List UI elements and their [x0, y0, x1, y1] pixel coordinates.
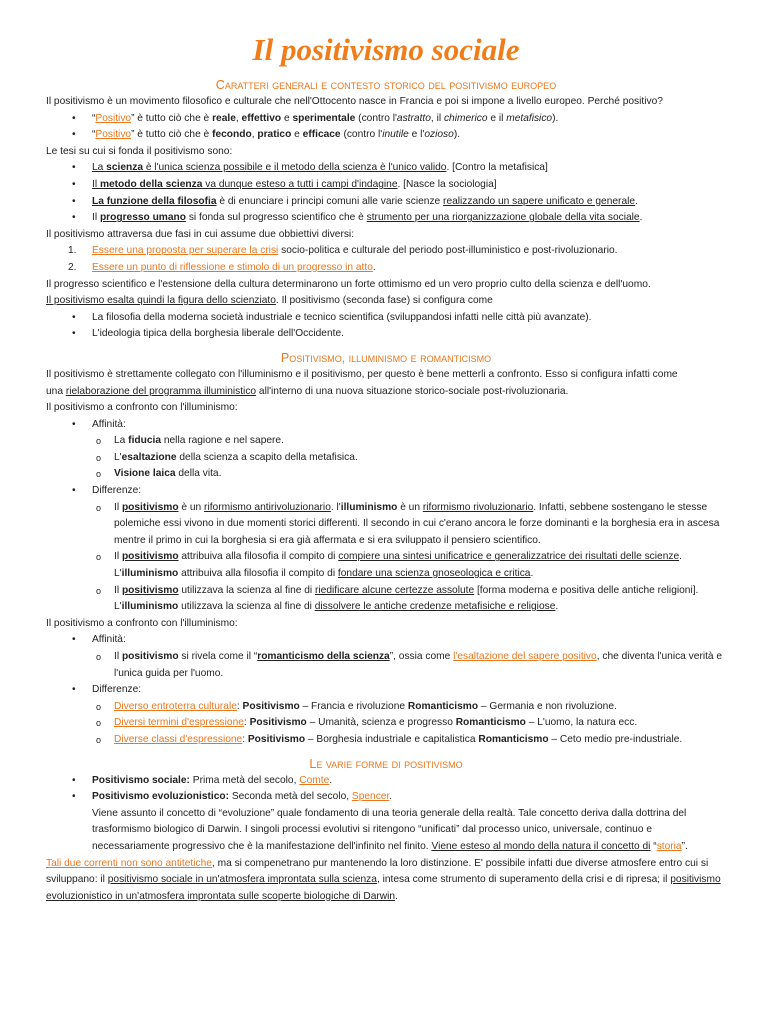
bullet-marker: •	[72, 774, 76, 786]
highlight-term: Essere un punto di riflessione e stimolo di un progresso in atto	[92, 261, 373, 273]
comparison-intro: Il positivismo a confronto con l'illuminismo:	[46, 402, 238, 414]
highlight-term: Essere una proposta per superare la crisi	[92, 245, 279, 257]
configura-list	[46, 310, 726, 343]
list-item: o Il positivismo utilizzava la scienza al fine di riedificare alcune certezze assolute [forma moderna e positiva delle antiche religioni]. L'illuminismo utilizzava la scienza al fine di dissolvere le antiche credenze metafisiche e religiose.	[96, 584, 699, 613]
circle-marker: o	[96, 502, 102, 513]
highlight-term: Diversi termini d'espressione	[114, 717, 244, 729]
bullet-marker: •	[72, 195, 76, 207]
positivo-list	[46, 111, 726, 144]
bullet-marker: •	[72, 178, 76, 190]
document-page	[46, 30, 726, 905]
comparison-list	[46, 632, 726, 748]
circle-marker: o	[96, 552, 102, 563]
bullet-marker: •	[72, 311, 76, 323]
list-item: o Diverso entroterra culturale: Positivismo – Francia e rivoluzione Romanticismo – Germania e non rivoluzione.	[46, 699, 726, 716]
list-item: o Il positivismo è un riformismo antirivoluzionario. l'illuminismo è un riformismo rivoluzionario. Infatti, sebbene sostengano le stesse polemiche essi vivono in due momenti storici differenti. Il secondo in cui c'erano ancora le forze dominanti e la borghesia era in ascesa mentre il primo in cui la borghesia si era già affermata e si era sviluppato il pensiero scientifico.	[96, 501, 720, 546]
list-item: o L'esaltazione della scienza a scapito della metafisica.	[46, 450, 726, 467]
circle-marker: o	[96, 718, 102, 729]
bullet-marker: •	[72, 328, 76, 340]
intro-paragraph: Il positivismo è un movimento filosofico e culturale che nell'Ottocento nasce in Francia e poi si impone a livello europeo. Perché positivo?	[46, 96, 663, 107]
highlight-term: Spencer	[351, 791, 390, 803]
list-item: o Il positivismo si rivela come il “romanticismo della scienza”, ossia come l'esaltazione del sapere positivo, che diventa l'unica verità e l'unica guida per l'uomo.	[96, 651, 723, 679]
section-heading-caratteri: Caratteri generali e contesto storico del positivismo europeo	[215, 78, 557, 92]
comparison-intro: Il positivismo a confronto con l'illuminismo:	[46, 617, 238, 629]
page-title: Il positivismo sociale	[252, 32, 520, 67]
list-item: 1. Essere una proposta per superare la crisi socio-politica e culturale del periodo post-illuministico e post-rivoluzionario.	[46, 243, 726, 260]
circle-marker: o	[96, 652, 102, 662]
list-item: o Il positivismo attribuiva alla filosofia il compito di compiere una sintesi unificatrice e generalizzatrice dei risultati delle scienze. L'illuminismo attribuiva alla filosofia il compito di fondare una scienza gnoseologica e critica.	[96, 551, 682, 580]
highlight-term: l'esaltazione del sapere positivo	[453, 651, 597, 662]
list-item: o Diversi termini d'espressione: Positivismo – Umanità, scienza e progresso Romanticismo – L'uomo, la natura ecc.	[46, 715, 726, 732]
list-item: • Positivismo sociale: Prima metà del secolo, Comte.	[46, 773, 726, 790]
bullet-marker: •	[72, 212, 76, 224]
circle-marker: o	[96, 452, 102, 463]
highlight-term: Diverse classi d'espressione	[114, 733, 243, 745]
highlight-term: Positivo	[95, 129, 132, 141]
list-item: o La fiducia nella ragione e nel sapere.	[46, 433, 726, 450]
paragraph: Il positivismo è strettamente collegato con l'illuminismo e il positivismo, per questo è bene metterli a confronto. Esso si configura infatti come	[46, 368, 678, 380]
paragraph: Tali due correnti non sono antitetiche, ma si compenetrano pur mantenendo la loro distinzione. E' possibile infatti due diverse atmosfere entro cui si sviluppano: il positivismo sociale in un'atmosfera improntata sulla scienza, intesa come strumento di superamento della crisi e di ripresa; il positivismo evoluzionistico in un'atmosfera improntata sulle scoperte biologiche di Darwin.	[46, 857, 721, 902]
highlight-term: Tali due correnti non sono antitetiche	[46, 857, 212, 869]
circle-marker: o	[96, 701, 102, 712]
list-item: • La scienza è l'unica scienza possibile e il metodo della scienza è l'unico valido. [Contro la metafisica]	[46, 160, 726, 177]
highlight-term: Comte	[299, 774, 330, 786]
section-heading-confronto: Positivismo, illuminismo e romanticismo	[280, 350, 492, 365]
bullet-marker: •	[72, 684, 76, 696]
list-item: • Il progresso umano si fonda sul progresso scientifico che è strumento per una riorganizzazione globale della vita sociale.	[46, 210, 726, 227]
list-item: • La funzione della filosofia è di enunciare i principi comuni alle varie scienze realizzando un sapere unificato e generale.	[46, 194, 726, 211]
section-heading-forme: Le varie forme di positivismo	[309, 756, 463, 771]
forme-list	[46, 773, 726, 806]
list-item: • Differenze:	[46, 682, 726, 699]
circle-marker: o	[96, 469, 102, 480]
list-item: 2. Essere un punto di riflessione e stimolo di un progresso in atto.	[46, 260, 726, 277]
tesi-intro: Le tesi su cui si fonda il positivismo sono:	[46, 145, 233, 157]
highlight-term: Diverso entroterra culturale	[114, 700, 237, 712]
comparison-list	[46, 417, 726, 616]
list-item: • L'ideologia tipica della borghesia liberale dell'Occidente.	[46, 326, 726, 343]
bullet-marker: •	[72, 485, 76, 497]
tesi-list	[46, 160, 726, 226]
bullet-marker: •	[72, 129, 76, 141]
list-item: o Diverse classi d'espressione: Positivismo – Borghesia industriale e capitalistica Romanticismo – Ceto medio pre-industriale.	[46, 732, 726, 749]
fasi-list	[46, 243, 726, 276]
circle-marker: o	[96, 734, 102, 745]
bullet-marker: •	[72, 162, 76, 174]
paragraph: una rielaborazione del programma illuministico all'interno di una nuova situazione storico-sociale post-rivoluzionaria.	[46, 385, 569, 397]
bullet-marker: •	[72, 634, 76, 646]
list-item: • Affinità:	[46, 417, 726, 434]
paragraph: Viene assunto il concetto di “evoluzione” quale fondamento di una teoria generale della realtà. Tale concetto deriva dalla dottrina del trasformismo biologico di Darwin. I singoli processi evolutivi si ritengono “unificati” dal processo unico, universale, continuo e necessariamente progressivo che è la manifestazione dell'infinito nel finito. Viene esteso al mondo della natura il concetto di “storia”.	[92, 807, 688, 852]
list-item: o Visione laica della vita.	[46, 466, 726, 483]
list-item: • La filosofia della moderna società industriale e tecnico scientifica (sviluppandosi infatti nelle città più avanzate).	[46, 310, 726, 327]
bullet-marker: •	[72, 112, 76, 124]
paragraph: Il progresso scientifico e l'estensione della cultura determinarono un forte ottimismo ed un vero proprio culto della scienza e dell'uomo.	[46, 278, 651, 290]
highlight-term: Positivo	[95, 112, 132, 124]
highlight-term: storia	[656, 840, 682, 852]
paragraph: Il positivismo esalta quindi la figura dello scienziato. Il positivismo (seconda fase) si configura come	[46, 295, 493, 307]
list-item: • Affinità:	[46, 632, 726, 649]
number-marker: 1.	[68, 245, 77, 257]
list-item: • Differenze:	[46, 483, 726, 500]
bullet-marker: •	[72, 791, 76, 803]
list-item: • “Positivo” è tutto ciò che è reale, effettivo e sperimentale (contro l'astratto, il chimerico e il metafisico).	[46, 111, 726, 128]
list-item: • Il metodo della scienza va dunque esteso a tutti i campi d'indagine. [Nasce la sociologia]	[46, 177, 726, 194]
fasi-intro: Il positivismo attraversa due fasi in cui assume due obbiettivi diversi:	[46, 228, 355, 240]
number-marker: 2.	[68, 261, 77, 273]
circle-marker: o	[96, 585, 102, 596]
list-item: • Positivismo evoluzionistico: Seconda metà del secolo, Spencer.	[46, 789, 726, 806]
list-item: • “Positivo” è tutto ciò che è fecondo, pratico e efficace (contro l'inutile e l'ozioso).	[46, 127, 726, 144]
bullet-marker: •	[72, 418, 76, 430]
circle-marker: o	[96, 436, 102, 447]
